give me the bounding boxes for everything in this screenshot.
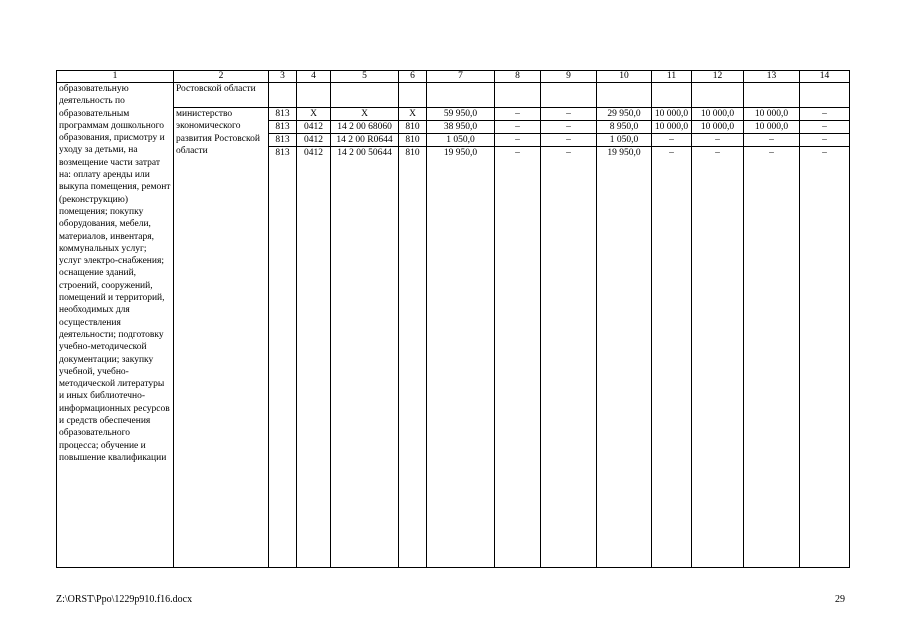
table-cell: – xyxy=(692,134,744,147)
table-cell: – xyxy=(541,121,597,134)
table-cell: – xyxy=(744,134,800,147)
table-cell: 19 950,0 xyxy=(427,147,495,160)
table-cell: 8 950,0 xyxy=(597,121,652,134)
table-cell: 10 000,0 xyxy=(652,108,692,121)
table-cell: – xyxy=(800,147,850,160)
table-cell: 14 2 00 50644 xyxy=(331,147,399,160)
table-cell: 10 000,0 xyxy=(744,108,800,121)
ministry-name: министерство экономического развития Ростовской области xyxy=(174,108,269,568)
table-cell: 14 2 00 R0644 xyxy=(331,134,399,147)
table-cell: – xyxy=(541,134,597,147)
column-header: 1 xyxy=(57,71,174,83)
header-row xyxy=(57,71,850,83)
table-cell: 810 xyxy=(399,134,427,147)
column-header: 3 xyxy=(269,71,297,83)
file-path: Z:\ORST\Ppo\1229p910.f16.docx xyxy=(56,594,193,605)
table-cell: – xyxy=(744,147,800,160)
table-cell: 0412 xyxy=(297,147,331,160)
table-cell: 0412 xyxy=(297,121,331,134)
column-header: 5 xyxy=(331,71,399,83)
table-cell: – xyxy=(541,147,597,160)
column-header: 9 xyxy=(541,71,597,83)
column-header: 10 xyxy=(597,71,652,83)
table-cell: 0412 xyxy=(297,134,331,147)
column-header: 11 xyxy=(652,71,692,83)
table-cell: – xyxy=(541,108,597,121)
column-header: 12 xyxy=(692,71,744,83)
table-cell: 10 000,0 xyxy=(692,108,744,121)
table-cell: 813 xyxy=(269,134,297,147)
measure-description: образовательную деятельность по образовательным программам дошкольного образования, присмотру и уходу за детьми, на возмещение части затрат на: оплату аренды или выкупа помещения, ремонт (реконструкцию) помещения; покупку оборудования, мебели, материалов, инвентаря, коммунальных услуг; услуг электро-снабжения; оснащение зданий, строений, сооружений, помещений и территорий, необходимых для осуществления деятельности; подготовку учебно-методической документации; закупку учебной, учебно-методической литературы и иных библиотечно-информационных ресурсов и средств обеспечения образовательного процесса; обучение и повышение квалификации xyxy=(57,83,174,568)
column-header: 8 xyxy=(495,71,541,83)
table-cell: 10 000,0 xyxy=(692,121,744,134)
table-cell: – xyxy=(495,108,541,121)
table-cell: 813 xyxy=(269,147,297,160)
table-row xyxy=(57,108,850,121)
column-header: 7 xyxy=(427,71,495,83)
column-header: 14 xyxy=(800,71,850,83)
table-cell: – xyxy=(652,134,692,147)
table-cell: – xyxy=(495,134,541,147)
table-cell: 29 950,0 xyxy=(597,108,652,121)
table-cell: 10 000,0 xyxy=(744,121,800,134)
column-header: 4 xyxy=(297,71,331,83)
table-cell: 810 xyxy=(399,147,427,160)
column-header: 13 xyxy=(744,71,800,83)
table-cell: – xyxy=(495,147,541,160)
table-cell: 38 950,0 xyxy=(427,121,495,134)
table-cell: – xyxy=(495,121,541,134)
table-cell: 10 000,0 xyxy=(652,121,692,134)
column-header: 6 xyxy=(399,71,427,83)
table-row xyxy=(57,83,850,108)
table-cell: 14 2 00 68060 xyxy=(331,121,399,134)
table-cell: X xyxy=(399,108,427,121)
table-cell: 813 xyxy=(269,121,297,134)
table-cell: 19 950,0 xyxy=(597,147,652,160)
page-number: 29 xyxy=(835,594,845,605)
table-cell: 59 950,0 xyxy=(427,108,495,121)
table-cell: – xyxy=(800,108,850,121)
table-cell: 1 050,0 xyxy=(427,134,495,147)
table-cell: – xyxy=(652,147,692,160)
table-cell: X xyxy=(331,108,399,121)
table-cell: 810 xyxy=(399,121,427,134)
table-cell: – xyxy=(800,134,850,147)
budget-table xyxy=(56,70,850,568)
table-cell: – xyxy=(800,121,850,134)
column-header: 2 xyxy=(174,71,269,83)
region-label: Ростовской области xyxy=(174,83,269,108)
table-cell: 813 xyxy=(269,108,297,121)
table-cell: – xyxy=(692,147,744,160)
table-cell: X xyxy=(297,108,331,121)
table-cell: 1 050,0 xyxy=(597,134,652,147)
